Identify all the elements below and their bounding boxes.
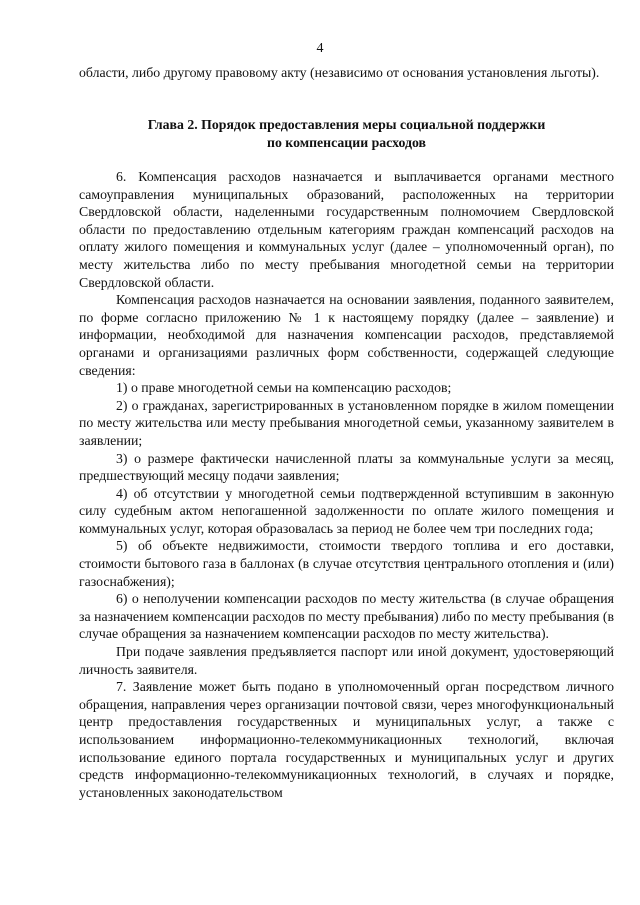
list-item-1: 1) о праве многодетной семьи на компенсацию расходов; — [116, 380, 452, 396]
body-text — [79, 168, 614, 801]
chapter-heading — [79, 116, 614, 151]
chapter-heading-line-2: по компенсации расходов — [267, 134, 426, 150]
list-item-2: 2) о гражданах, зарегистрированных в установленном порядке в жилом помещении по месту жительства или месту пребывания многодетной семьи, указанному заявителем в заявлении; — [79, 397, 614, 448]
paragraph-application: Компенсация расходов назначается на основании заявления, поданного заявителем, по форме согласно приложению № 1 к настоящему порядку (далее – заявление) и информации, необходимой для назначения компенсации расходов, представляемой органами и организациями различных форм собственности, содержащей следующие сведения: — [79, 292, 614, 378]
paragraph-passport: При подаче заявления предъявляется паспорт или иной документ, удостоверяющий личность заявителя. — [79, 644, 614, 677]
continuation-paragraph: области, либо другому правовому акту (независимо от основания установления льготы). — [79, 65, 600, 80]
paragraph-7: 7. Заявление может быть подано в уполномоченный орган посредством личного обращения, направления через организации почтовой связи, через многофункциональный центр предоставления государственных и муниципальных услуг, а также с использованием информационно-телекоммуникационных технологий, включая использование единого портала государственных и муниципальных услуг и других средств информационно-телекоммуникационных технологий, в случаях и порядке, установленных законодательством — [79, 679, 614, 800]
list-item-4: 4) об отсутствии у многодетной семьи подтвержденной вступившим в законную силу судебным актом непогашенной задолженности по оплате жилого помещения и коммунальных услуг, которая образовалась за период не более чем три последних года; — [79, 485, 614, 536]
continuation-block — [79, 64, 614, 82]
paragraph-6: 6. Компенсация расходов назначается и выплачивается органами местного самоуправления муниципальных образований, расположенных на территории Свердловской области, наделенными государственным полномочием Свердловской области по предоставлению отдельным категориям граждан компенсаций расходов на оплату жилого помещения и коммунальных услуг (далее – уполномоченный орган), по месту жительства либо по месту пребывания многодетной семьи на территории Свердловской области. — [79, 169, 614, 290]
list-item-3: 3) о размере фактически начисленной платы за коммунальные услуги за месяц, предшествующий месяцу подачи заявления; — [79, 450, 614, 484]
chapter-heading-line-1: Глава 2. Порядок предоставления меры социальной поддержки — [147, 117, 546, 132]
list-item-5: 5) об объекте недвижимости, стоимости твердого топлива и его доставки, стоимости бытового газа в баллонах (в случае отсутствия центрального отопления и (или) газоснабжения); — [79, 538, 614, 589]
page-number: 4 — [316, 41, 324, 56]
list-item-6: 6) о неполучении компенсации расходов по месту жительства (в случае обращения за назначением компенсации расходов по месту пребывания) либо по месту пребывания (в случае обращения за назначением компенсации расходов по месту жительства). — [79, 591, 614, 642]
